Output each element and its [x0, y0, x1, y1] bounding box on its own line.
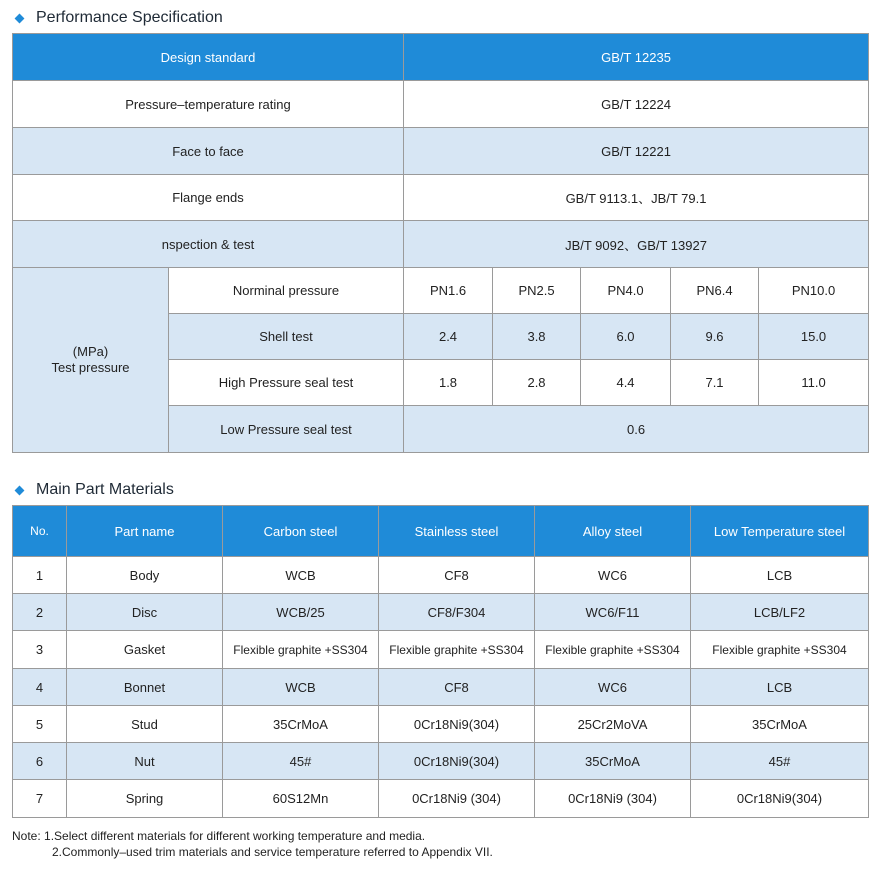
carbon-steel-cell: 45# [223, 743, 379, 780]
table-row [13, 780, 869, 818]
table-row [13, 743, 869, 780]
table-row [13, 706, 869, 743]
nominal-cell: PN6.4 [671, 268, 759, 314]
diamond-bullet-icon [15, 485, 25, 495]
stainless-steel-cell: Flexible graphite +SS304 [379, 631, 535, 669]
table-row [13, 594, 869, 631]
spec-row-nominal-pressure [13, 268, 869, 314]
test-pressure-unit: (MPa) [72, 344, 109, 359]
note-line-1: Note: 1.Select different materials for different working temperature and media. [12, 829, 426, 843]
low-temp-steel-cell: 45# [691, 743, 869, 780]
nominal-cell: PN10.0 [759, 268, 869, 314]
materials-header-row [13, 506, 869, 557]
shell-cell: 6.0 [581, 314, 671, 360]
high-cell: 7.1 [671, 360, 759, 406]
part-name: Disc [67, 594, 223, 631]
shell-cell: 9.6 [671, 314, 759, 360]
table-row [13, 669, 869, 706]
spec-label: nspection & test [13, 221, 404, 268]
alloy-steel-cell: Flexible graphite +SS304 [535, 631, 691, 669]
nominal-cell: PN4.0 [581, 268, 671, 314]
shell-test-label: Shell test [169, 314, 404, 360]
carbon-steel-cell: Flexible graphite +SS304 [223, 631, 379, 669]
low-seal-value: 0.6 [404, 406, 869, 453]
part-name: Nut [67, 743, 223, 780]
part-name: Bonnet [67, 669, 223, 706]
nominal-cell: PN1.6 [404, 268, 493, 314]
stainless-steel-cell: CF8 [379, 557, 535, 594]
diamond-bullet-icon [15, 13, 25, 23]
stainless-steel-cell: CF8/F304 [379, 594, 535, 631]
header-stainless-steel: Stainless steel [379, 506, 535, 557]
materials-section-title [14, 480, 174, 500]
carbon-steel-cell: 60S12Mn [223, 780, 379, 818]
low-temp-steel-cell: LCB/LF2 [691, 594, 869, 631]
row-number: 4 [13, 669, 67, 706]
stainless-steel-cell: 0Cr18Ni9 (304) [379, 780, 535, 818]
spec-row-flange-ends [13, 175, 869, 221]
header-part-name: Part name [67, 506, 223, 557]
stainless-steel-cell: CF8 [379, 669, 535, 706]
header-low-temp-steel: Low Temperature steel [691, 506, 869, 557]
part-name: Gasket [67, 631, 223, 669]
low-temp-steel-cell: Flexible graphite +SS304 [691, 631, 869, 669]
low-temp-steel-cell: 35CrMoA [691, 706, 869, 743]
row-number: 2 [13, 594, 67, 631]
row-number: 3 [13, 631, 67, 669]
header-no: No. [13, 506, 67, 557]
low-temp-steel-cell: 0Cr18Ni9(304) [691, 780, 869, 818]
shell-cell: 15.0 [759, 314, 869, 360]
spec-label: Face to face [13, 128, 404, 175]
spec-value: GB/T 9113.1、JB/T 79.1 [404, 175, 869, 221]
high-cell: 1.8 [404, 360, 493, 406]
materials-title-text: Main Part Materials [36, 481, 174, 498]
shell-cell: 2.4 [404, 314, 493, 360]
spec-row-inspection [13, 221, 869, 268]
low-temp-steel-cell: LCB [691, 669, 869, 706]
table-row [13, 631, 869, 669]
part-name: Spring [67, 780, 223, 818]
test-pressure-name: Test pressure [51, 360, 130, 375]
spec-label: Flange ends [13, 175, 404, 221]
note-line-2: 2.Commonly–used trim materials and service temperature referred to Appendix VII. [52, 845, 493, 859]
row-number: 6 [13, 743, 67, 780]
row-number: 5 [13, 706, 67, 743]
high-cell: 11.0 [759, 360, 869, 406]
high-cell: 2.8 [493, 360, 581, 406]
materials-table [12, 505, 869, 818]
stainless-steel-cell: 0Cr18Ni9(304) [379, 743, 535, 780]
shell-cell: 3.8 [493, 314, 581, 360]
spec-value: GB/T 12221 [404, 128, 869, 175]
table-row [13, 557, 869, 594]
spec-label: Design standard [13, 34, 404, 81]
part-name: Stud [67, 706, 223, 743]
carbon-steel-cell: 35CrMoA [223, 706, 379, 743]
nominal-cell: PN2.5 [493, 268, 581, 314]
spec-value: GB/T 12235 [404, 34, 869, 81]
alloy-steel-cell: 0Cr18Ni9 (304) [535, 780, 691, 818]
spec-row-face-to-face [13, 128, 869, 175]
part-name: Body [67, 557, 223, 594]
spec-label: Pressure–temperature rating [13, 81, 404, 128]
spec-row-design-standard [13, 34, 869, 81]
carbon-steel-cell: WCB [223, 669, 379, 706]
low-temp-steel-cell: LCB [691, 557, 869, 594]
test-pressure-label [13, 268, 169, 453]
header-alloy-steel: Alloy steel [535, 506, 691, 557]
row-number: 1 [13, 557, 67, 594]
alloy-steel-cell: 25Cr2MoVA [535, 706, 691, 743]
stainless-steel-cell: 0Cr18Ni9(304) [379, 706, 535, 743]
performance-spec-table [12, 33, 869, 453]
alloy-steel-cell: WC6 [535, 669, 691, 706]
row-number: 7 [13, 780, 67, 818]
alloy-steel-cell: WC6 [535, 557, 691, 594]
header-carbon-steel: Carbon steel [223, 506, 379, 557]
low-seal-label: Low Pressure seal test [169, 406, 404, 453]
carbon-steel-cell: WCB/25 [223, 594, 379, 631]
spec-value: GB/T 12224 [404, 81, 869, 128]
spec-row-pt-rating [13, 81, 869, 128]
spec-value: JB/T 9092、GB/T 13927 [404, 221, 869, 268]
high-seal-label: High Pressure seal test [169, 360, 404, 406]
alloy-steel-cell: WC6/F11 [535, 594, 691, 631]
nominal-pressure-label: Norminal pressure [169, 268, 404, 314]
alloy-steel-cell: 35CrMoA [535, 743, 691, 780]
spec-title-text: Performance Specification [36, 9, 223, 26]
high-cell: 4.4 [581, 360, 671, 406]
carbon-steel-cell: WCB [223, 557, 379, 594]
spec-section-title [14, 8, 223, 28]
